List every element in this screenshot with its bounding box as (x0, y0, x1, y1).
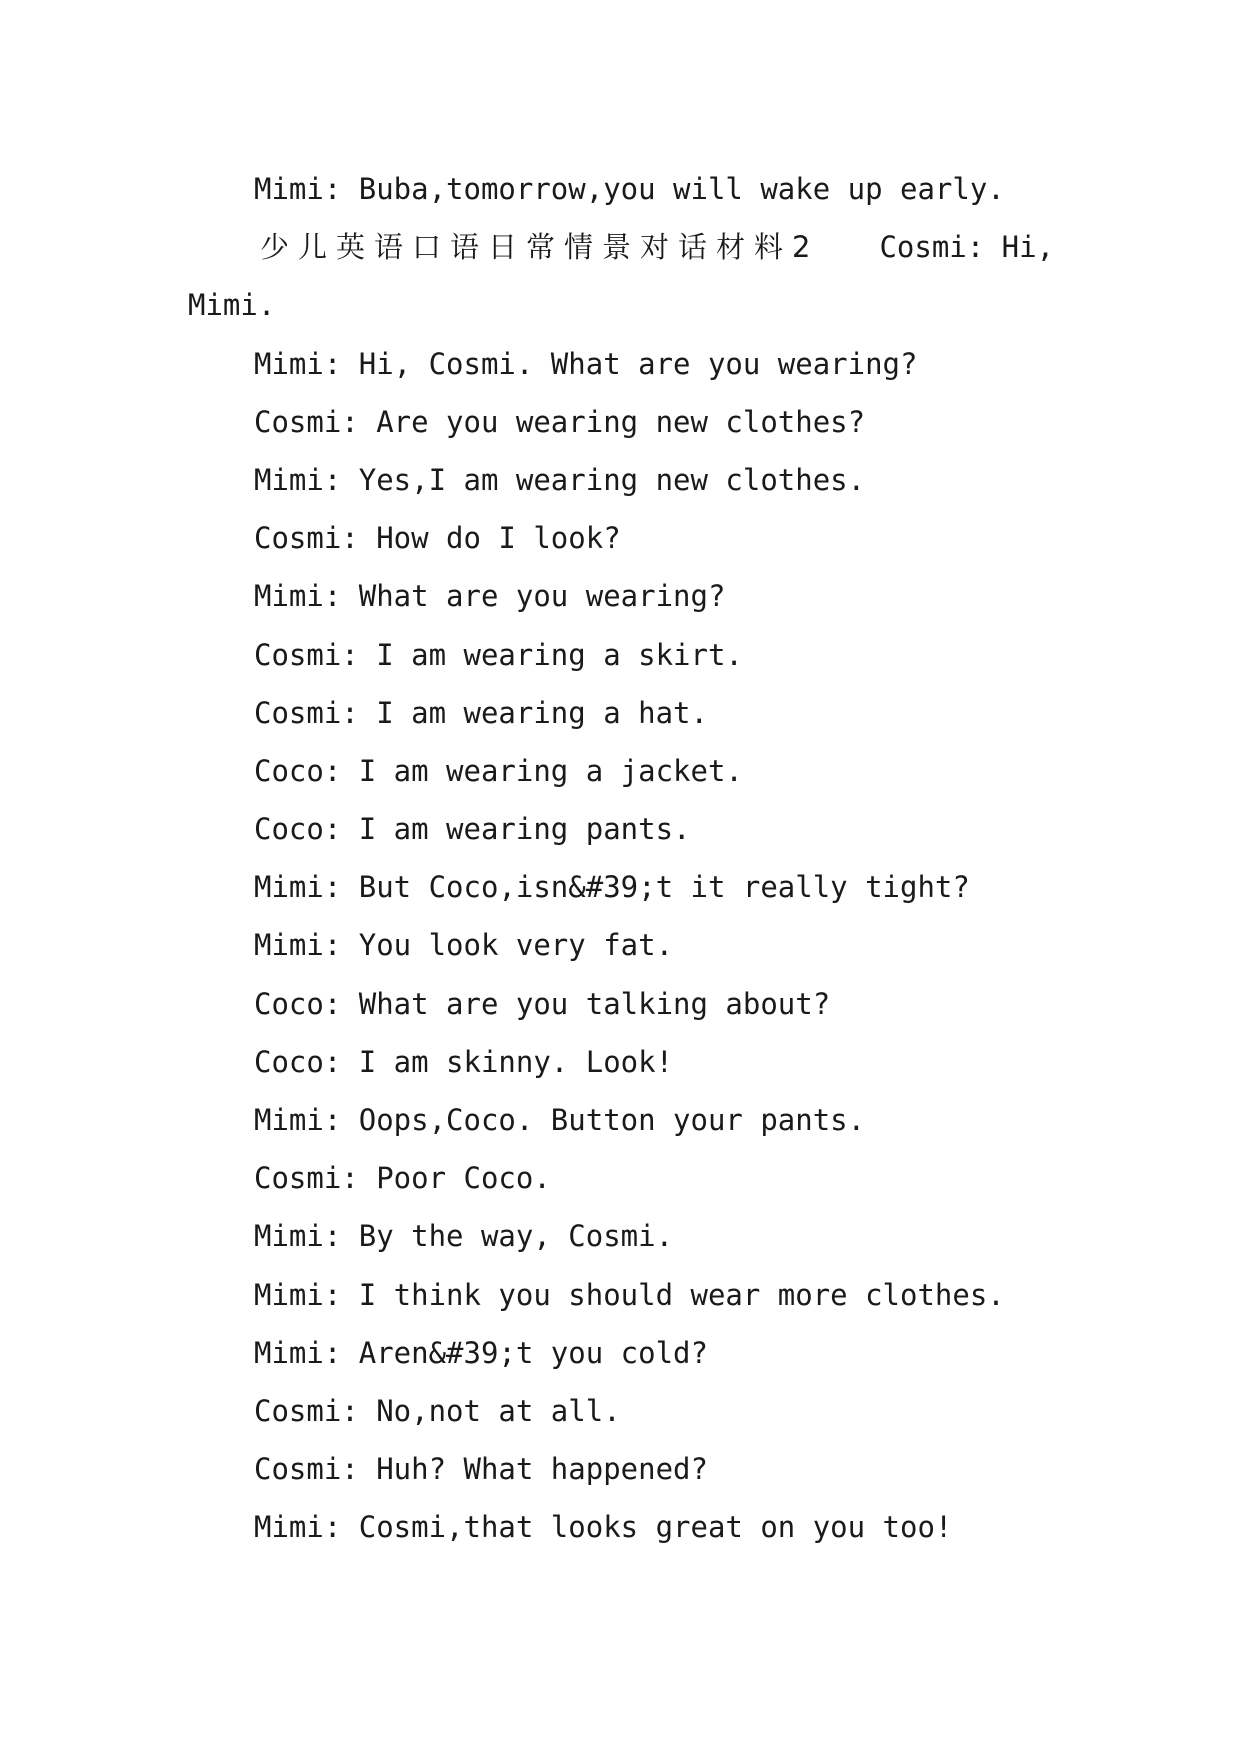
dialogue-line: Cosmi: I am wearing a skirt. (254, 637, 743, 672)
dialogue-line: Cosmi: Hi, (879, 230, 1055, 265)
dialogue-line: Cosmi: No,not at all. (254, 1393, 621, 1428)
dialogue-line: Coco: I am wearing a jacket. (254, 753, 743, 788)
dialogue-line: Coco: I am wearing pants. (254, 812, 691, 847)
dialogue-line: Mimi: By the way, Cosmi. (254, 1219, 674, 1254)
dialogue-line: Cosmi: Huh? What happened? (254, 1452, 708, 1487)
section-title: 少儿英语口语日常情景对话材料2 (260, 230, 820, 265)
dialogue-line: Cosmi: Poor Coco. (254, 1161, 551, 1196)
dialogue-line: Mimi: But Coco,isn&#39;t it really tight? (254, 870, 970, 905)
dialogue-line: Cosmi: I am wearing a hat. (254, 695, 708, 730)
dialogue-line: Mimi: What are you wearing? (254, 579, 726, 614)
dialogue-line: Mimi: I think you should wear more clothes. (254, 1277, 1005, 1312)
dialogue-line-continuation: Mimi. (188, 288, 276, 323)
dialogue-line: Cosmi: Are you wearing new clothes? (254, 404, 866, 439)
section-heading-line (188, 218, 1068, 276)
dialogue-line: Mimi: Hi, Cosmi. What are you wearing? (254, 346, 918, 381)
dialogue-line: Cosmi: How do I look? (254, 521, 621, 556)
dialogue-line: Mimi: Yes,I am wearing new clothes. (254, 462, 866, 497)
dialogue-line: Mimi: Aren&#39;t you cold? (254, 1335, 708, 1370)
document-body (188, 160, 1068, 1557)
dialogue-line: Mimi: Cosmi,that looks great on you too! (254, 1510, 953, 1545)
dialogue-line: Mimi: Buba,tomorrow,you will wake up early. (254, 172, 1005, 206)
dialogue-line: Coco: What are you talking about? (254, 986, 831, 1021)
dialogue-line: Mimi: You look very fat. (254, 928, 674, 963)
dialogue-line: Coco: I am skinny. Look! (254, 1044, 674, 1079)
dialogue-line: Mimi: Oops,Coco. Button your pants. (254, 1103, 866, 1137)
